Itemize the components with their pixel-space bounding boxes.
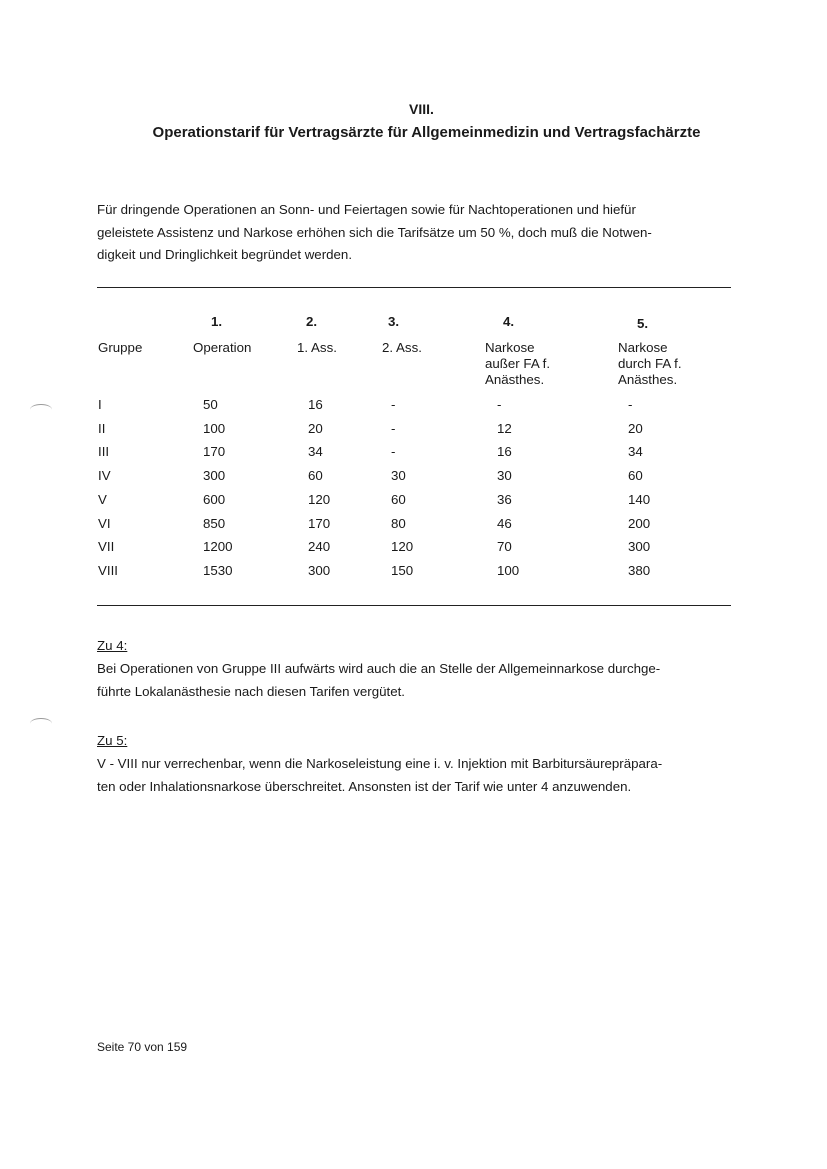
narkose-other-cell: 36 — [497, 491, 512, 507]
operation-cell: 850 — [203, 515, 226, 531]
note-heading: Zu 4: — [97, 638, 128, 653]
group-column-header: Gruppe — [98, 340, 143, 355]
first-assistant-cell: 300 — [308, 562, 331, 578]
note-text — [97, 657, 737, 703]
table-bottom-rule — [97, 605, 731, 606]
operation-cell: 1530 — [203, 562, 233, 578]
operation-cell: 50 — [203, 397, 218, 412]
second-assistant-cell: - — [391, 444, 396, 460]
intro-line: geleistete Assistenz und Narkose erhöhen sich die Tarifsätze um 50 %, doch muß die Notwen- — [97, 224, 652, 240]
intro-paragraph — [97, 199, 737, 267]
header-line: Anästhes. — [618, 372, 678, 387]
narkose-fa-column-header — [618, 340, 682, 388]
second-assistant-cell: - — [391, 420, 396, 436]
group-cell: III — [98, 444, 110, 460]
operation-cell: 600 — [203, 491, 226, 507]
punch-hole-mark — [30, 718, 52, 729]
second-assistant-column-header: 2. Ass. — [382, 340, 422, 355]
header-line: Anästhes. — [485, 372, 545, 387]
first-assistant-cell: 240 — [308, 539, 331, 555]
note-line: Bei Operationen von Gruppe III aufwärts wird auch die an Stelle der Allgemeinnarkose durchge- — [97, 661, 661, 676]
narkose-fa-cell: 60 — [628, 468, 643, 484]
narkose-fa-cell: 34 — [628, 444, 643, 460]
col-number-5: 5. — [637, 316, 649, 331]
narkose-fa-cell: 380 — [628, 562, 651, 578]
narkose-other-column-header — [485, 340, 550, 388]
col-number-1: 1. — [211, 314, 223, 329]
second-assistant-cell: 60 — [391, 491, 406, 507]
note-text — [97, 752, 737, 798]
note-line: führte Lokalanästhesie nach diesen Tarifen vergütet. — [97, 684, 406, 699]
page-title: Operationstarif für Vertragsärzte für Allgemeinmedizin und Vertragsfachärzte — [152, 124, 701, 141]
note-line: ten oder Inhalationsnarkose überschreitet. Ansonsten ist der Tarif wie unter 4 anzuwenden. — [97, 779, 632, 794]
narkose-fa-cell: 200 — [628, 515, 651, 531]
narkose-other-cell: 16 — [497, 444, 512, 460]
col-number-3: 3. — [388, 314, 400, 329]
narkose-fa-cell: - — [628, 397, 633, 412]
note-line: V - VIII nur verrechenbar, wenn die Narkoseleistung eine i. v. Injektion mit Barbitursäurepräpara- — [97, 756, 663, 771]
narkose-fa-cell: 300 — [628, 539, 651, 555]
narkose-other-cell: - — [497, 397, 502, 412]
first-assistant-cell: 120 — [308, 491, 331, 507]
group-cell: VI — [98, 515, 111, 531]
operation-column-header: Operation — [193, 340, 252, 355]
operation-cell: 1200 — [203, 539, 233, 555]
header-line: Narkose — [485, 340, 535, 355]
first-assistant-cell: 20 — [308, 420, 323, 436]
section-number: VIII. — [409, 101, 434, 117]
group-cell: II — [98, 420, 106, 436]
first-assistant-cell: 16 — [308, 397, 323, 412]
operation-cell: 170 — [203, 444, 226, 460]
header-line: Narkose — [618, 340, 668, 355]
narkose-other-cell: 100 — [497, 562, 520, 578]
group-cell: I — [98, 397, 102, 412]
operation-cell: 300 — [203, 468, 226, 484]
col-number-2: 2. — [306, 314, 318, 329]
group-cell: IV — [98, 468, 111, 484]
second-assistant-cell: 120 — [391, 539, 414, 555]
page-footer: Seite 70 von 159 — [97, 1040, 188, 1054]
first-assistant-cell: 60 — [308, 468, 323, 484]
table-top-rule — [97, 287, 731, 288]
first-assistant-column-header: 1. Ass. — [297, 340, 337, 355]
second-assistant-cell: 150 — [391, 562, 414, 578]
second-assistant-cell: - — [391, 397, 396, 412]
narkose-other-cell: 46 — [497, 515, 512, 531]
narkose-other-cell: 30 — [497, 468, 512, 484]
group-cell: VIII — [98, 562, 118, 578]
intro-line: digkeit und Dringlichkeit begründet werden. — [97, 247, 353, 262]
intro-line: Für dringende Operationen an Sonn- und Feiertagen sowie für Nachtoperationen und hiefür — [97, 202, 636, 217]
second-assistant-cell: 80 — [391, 515, 406, 531]
group-cell: V — [98, 491, 107, 507]
narkose-fa-cell: 140 — [628, 491, 651, 507]
narkose-other-cell: 70 — [497, 539, 512, 555]
second-assistant-cell: 30 — [391, 468, 406, 484]
note-heading: Zu 5: — [97, 733, 128, 748]
first-assistant-cell: 170 — [308, 515, 331, 531]
header-line: außer FA f. — [485, 356, 551, 371]
header-line: durch FA f. — [618, 356, 682, 371]
group-cell: VII — [98, 539, 115, 555]
col-number-4: 4. — [503, 314, 515, 329]
narkose-fa-cell: 20 — [628, 420, 643, 436]
punch-hole-mark — [30, 404, 52, 415]
operation-cell: 100 — [203, 420, 226, 436]
narkose-other-cell: 12 — [497, 420, 512, 436]
first-assistant-cell: 34 — [308, 444, 323, 460]
